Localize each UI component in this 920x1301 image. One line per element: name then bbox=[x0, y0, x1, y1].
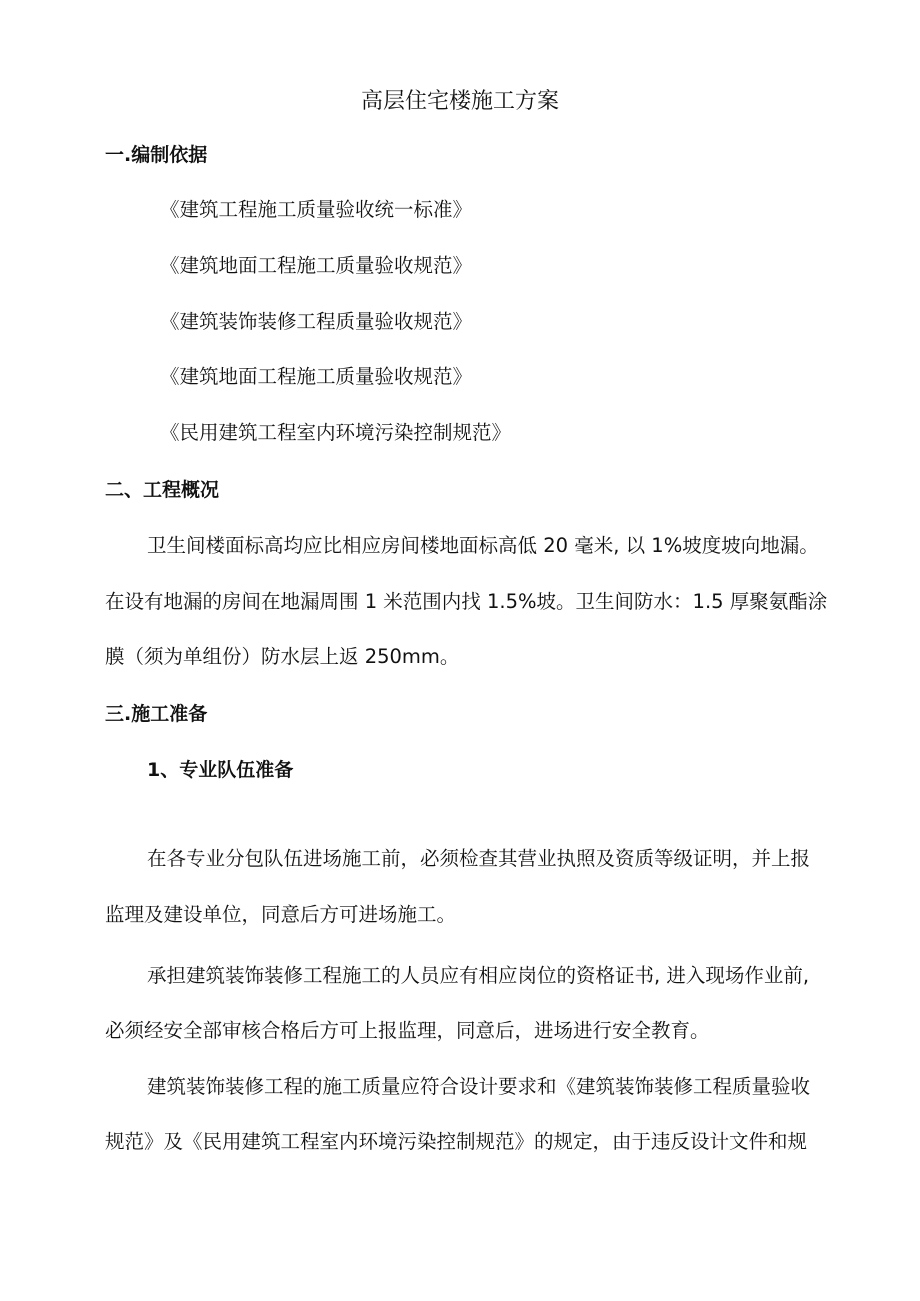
paragraph-line: 规范》及《民用建筑工程室内环境污染控制规范》的规定，由于违反设计文件和规 bbox=[105, 1130, 808, 1153]
reference-item: 《建筑装饰装修工程质量验收规范》 bbox=[160, 310, 473, 333]
section-heading-preparation: 三.施工准备 bbox=[105, 703, 208, 725]
paragraph-line: 卫生间楼面标高均应比相应房间楼地面标高低 20 毫米, 以 1%坡度坡向地漏。 bbox=[147, 534, 819, 557]
paragraph-line: 膜（须为单组份）防水层上返 250mm。 bbox=[105, 645, 460, 668]
reference-item: 《建筑工程施工质量验收统一标准》 bbox=[160, 198, 473, 221]
section-heading-overview: 二、工程概况 bbox=[105, 479, 220, 501]
reference-item: 《民用建筑工程室内环境污染控制规范》 bbox=[160, 421, 512, 444]
subsection-heading-team: 1、专业队伍准备 bbox=[147, 759, 294, 781]
section-heading-basis: 一.编制依据 bbox=[105, 144, 208, 166]
paragraph-line: 监理及建设单位，同意后方可进场施工。 bbox=[105, 903, 457, 926]
reference-item: 《建筑地面工程施工质量验收规范》 bbox=[160, 365, 473, 388]
reference-item: 《建筑地面工程施工质量验收规范》 bbox=[160, 254, 473, 277]
page-title: 高层住宅楼施工方案 bbox=[360, 89, 559, 114]
paragraph-line: 承担建筑装饰装修工程施工的人员应有相应岗位的资格证书, 进入现场作业前, bbox=[147, 964, 810, 987]
paragraph-line: 必须经安全部审核合格后方可上报监理，同意后，进场进行安全教育。 bbox=[105, 1019, 710, 1042]
paragraph-line: 在设有地漏的房间在地漏周围 1 米范围内找 1.5%坡。卫生间防水：1.5 厚聚氨酯涂 bbox=[105, 590, 828, 613]
paragraph-line: 建筑装饰装修工程的施工质量应符合设计要求和《建筑装饰装修工程质量验收 bbox=[147, 1075, 811, 1098]
paragraph-line: 在各专业分包队伍进场施工前，必须检查其营业执照及资质等级证明，并上报 bbox=[147, 847, 811, 870]
